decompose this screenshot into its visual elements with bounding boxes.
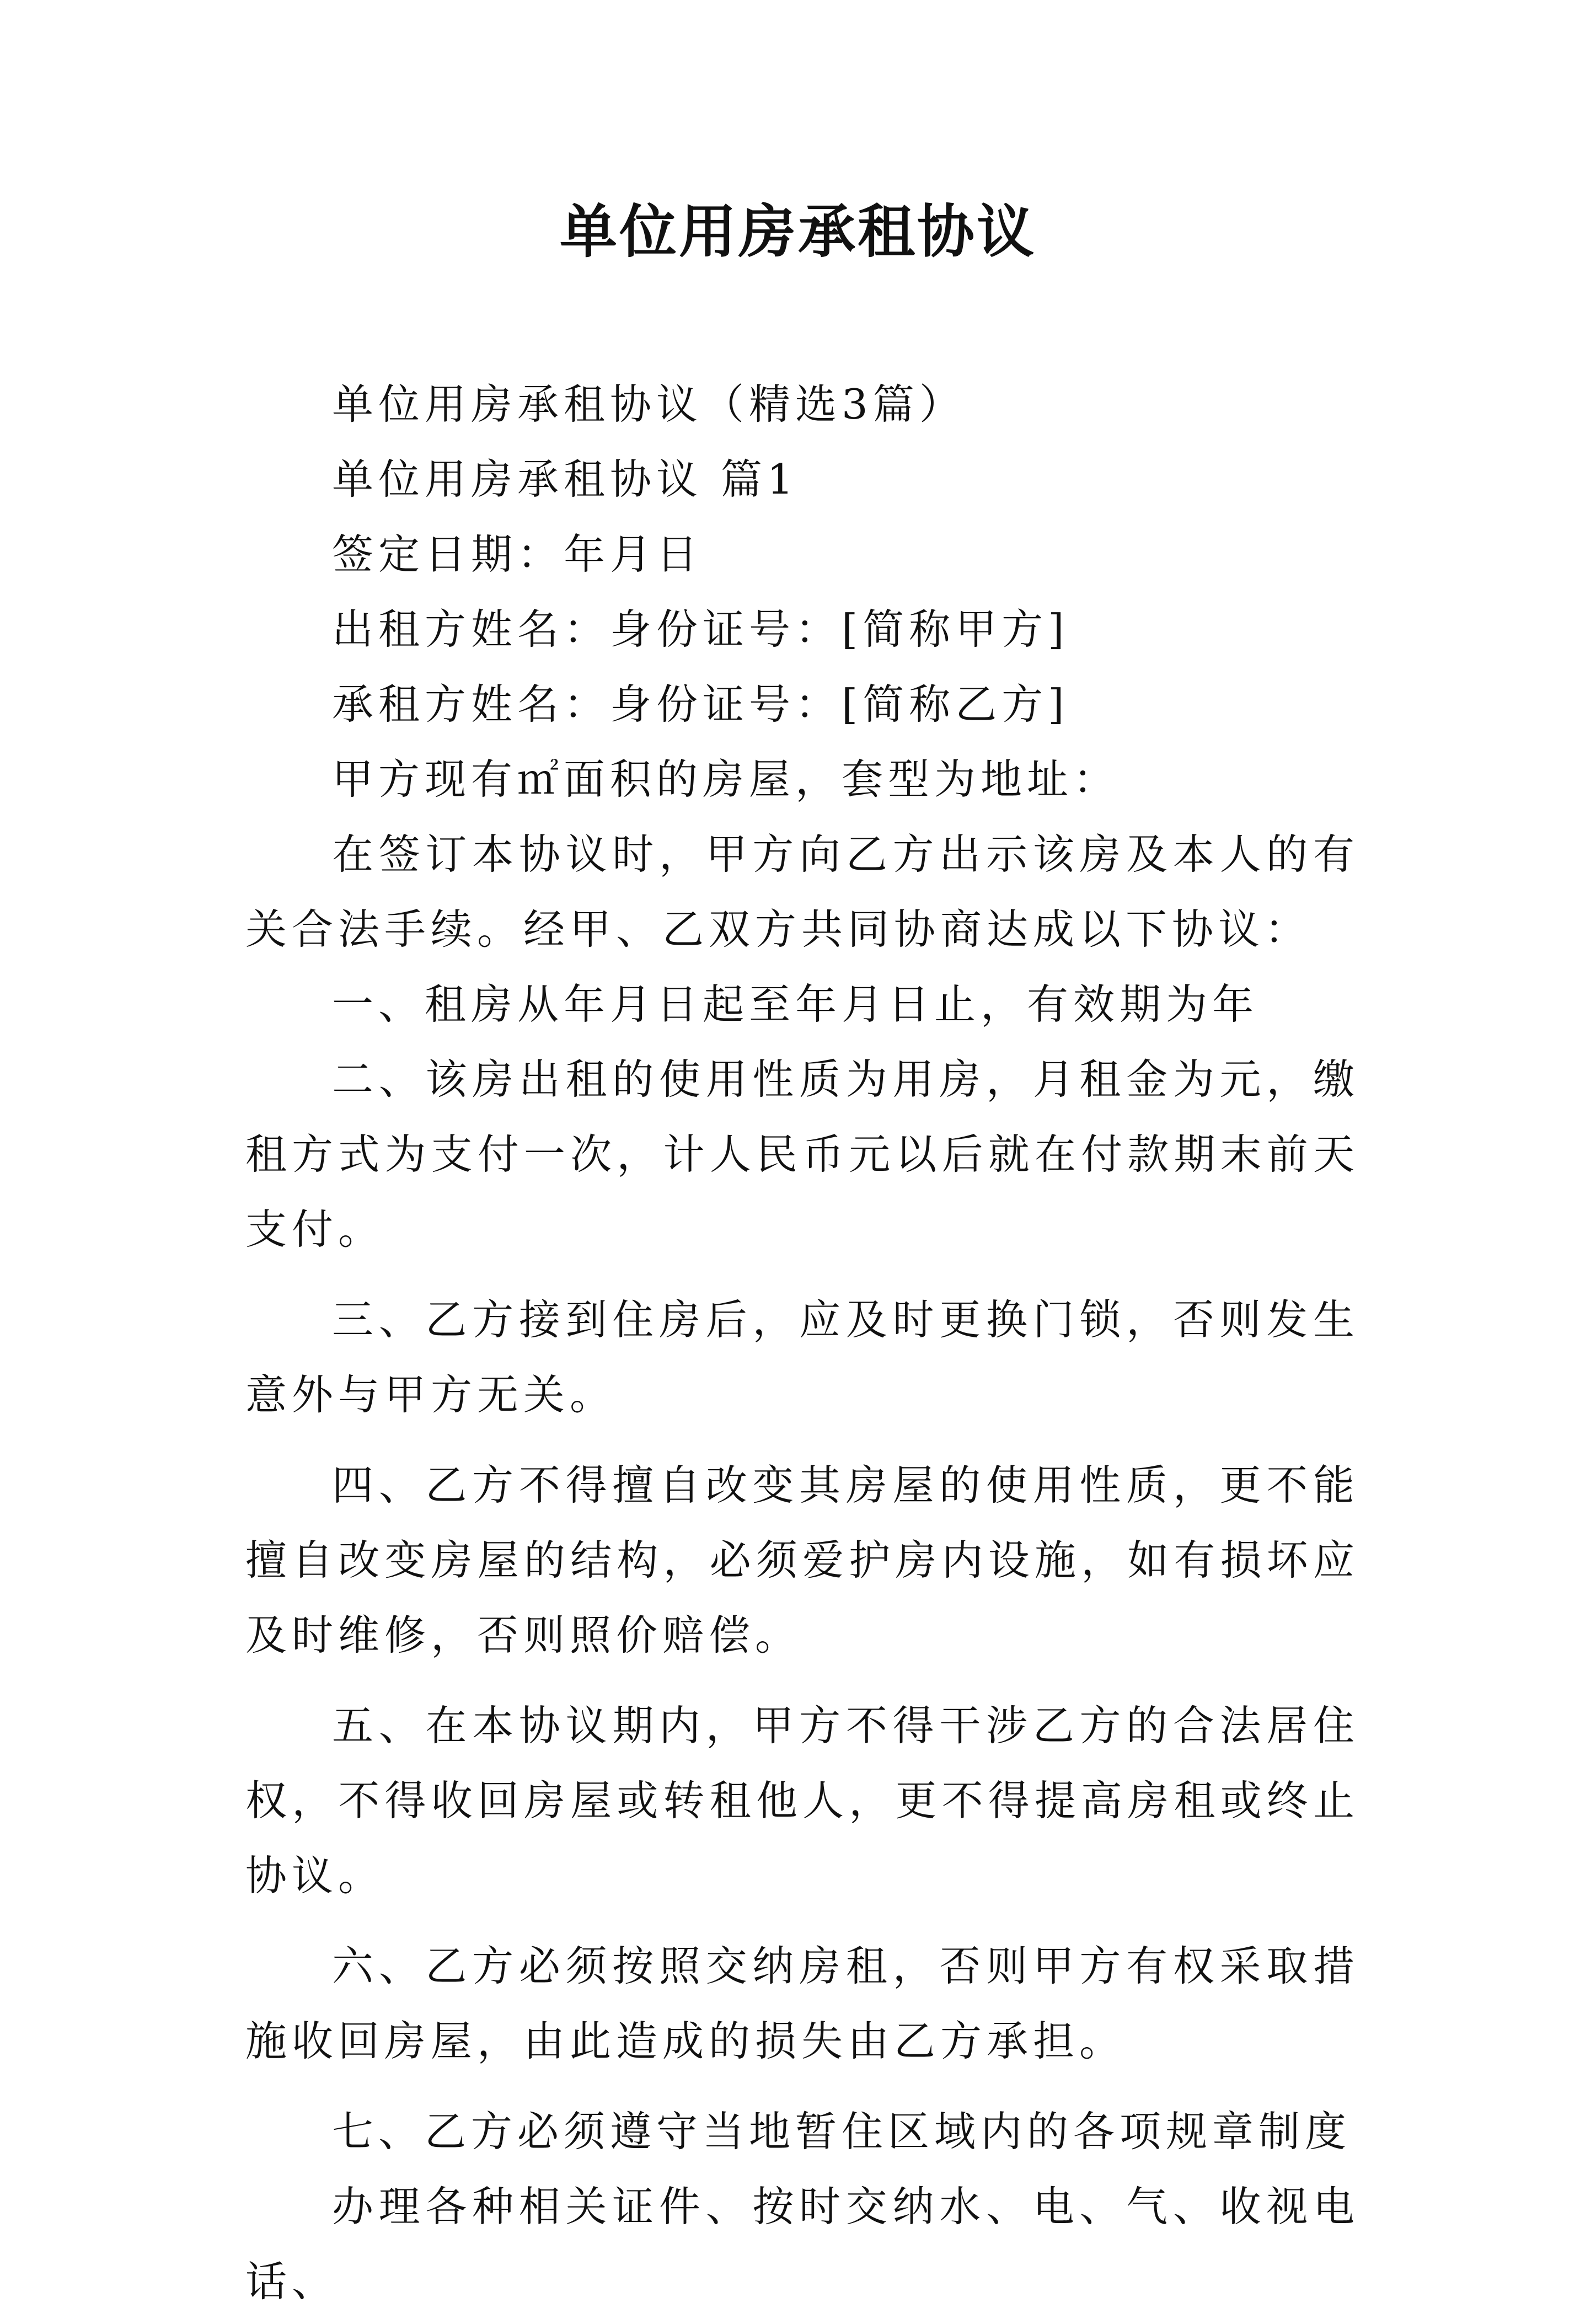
paragraph-clause-5: 五、在本协议期内，甲方不得干涉乙方的合法居住权，不得收回房屋或转租他人，更不得提高房租或终止协议。 — [245, 1701, 1359, 1900]
paragraph-clause-4: 四、乙方不得擅自改变其房屋的使用性质，更不能擅自改变房屋的结构，必须爱护房内设施，如有损坏应及时维修，否则照价赔偿。 — [245, 1461, 1359, 1659]
paragraph-clause-3: 三、乙方接到住房后，应及时更换门锁，否则发生意外与甲方无关。 — [245, 1295, 1359, 1419]
paragraph-house-info: 甲方现有㎡面积的房屋，套型为地址： — [332, 755, 1120, 804]
paragraph-clause-1: 一、租房从年月日起至年月日止，有效期为年 — [332, 980, 1259, 1029]
paragraph-lessee: 承租方姓名：身份证号：[简称乙方] — [332, 680, 1069, 729]
paragraph-section-heading: 单位用房承租协议 篇1 — [332, 455, 799, 504]
paragraph-clause-7-continued: 办理各种相关证件、按时交纳水、电、气、收视电话、 — [245, 2182, 1359, 2306]
paragraph-preamble: 在签订本协议时，甲方向乙方出示该房及本人的有关合法手续。经甲、乙双方共同协商达成以下协议： — [245, 830, 1359, 954]
paragraph-sign-date: 签定日期：年月日 — [332, 530, 703, 579]
paragraph-intro: 单位用房承租协议（精选3篇） — [332, 380, 966, 429]
paragraph-clause-2: 二、该房出租的使用性质为用房，月租金为元，缴租方式为支付一次，计人民币元以后就在付款期末前天支付。 — [245, 1055, 1359, 1254]
paragraph-clause-6: 六、乙方必须按照交纳房租，否则甲方有权采取措施收回房屋，由此造成的损失由乙方承担。 — [245, 1942, 1359, 2065]
document-title: 单位用房承租协议 — [559, 197, 1036, 265]
paragraph-clause-7: 七、乙方必须遵守当地暂住区域内的各项规章制度 — [332, 2107, 1352, 2156]
paragraph-lessor: 出租方姓名：身份证号：[简称甲方] — [332, 605, 1069, 654]
document-body — [245, 367, 1359, 2319]
